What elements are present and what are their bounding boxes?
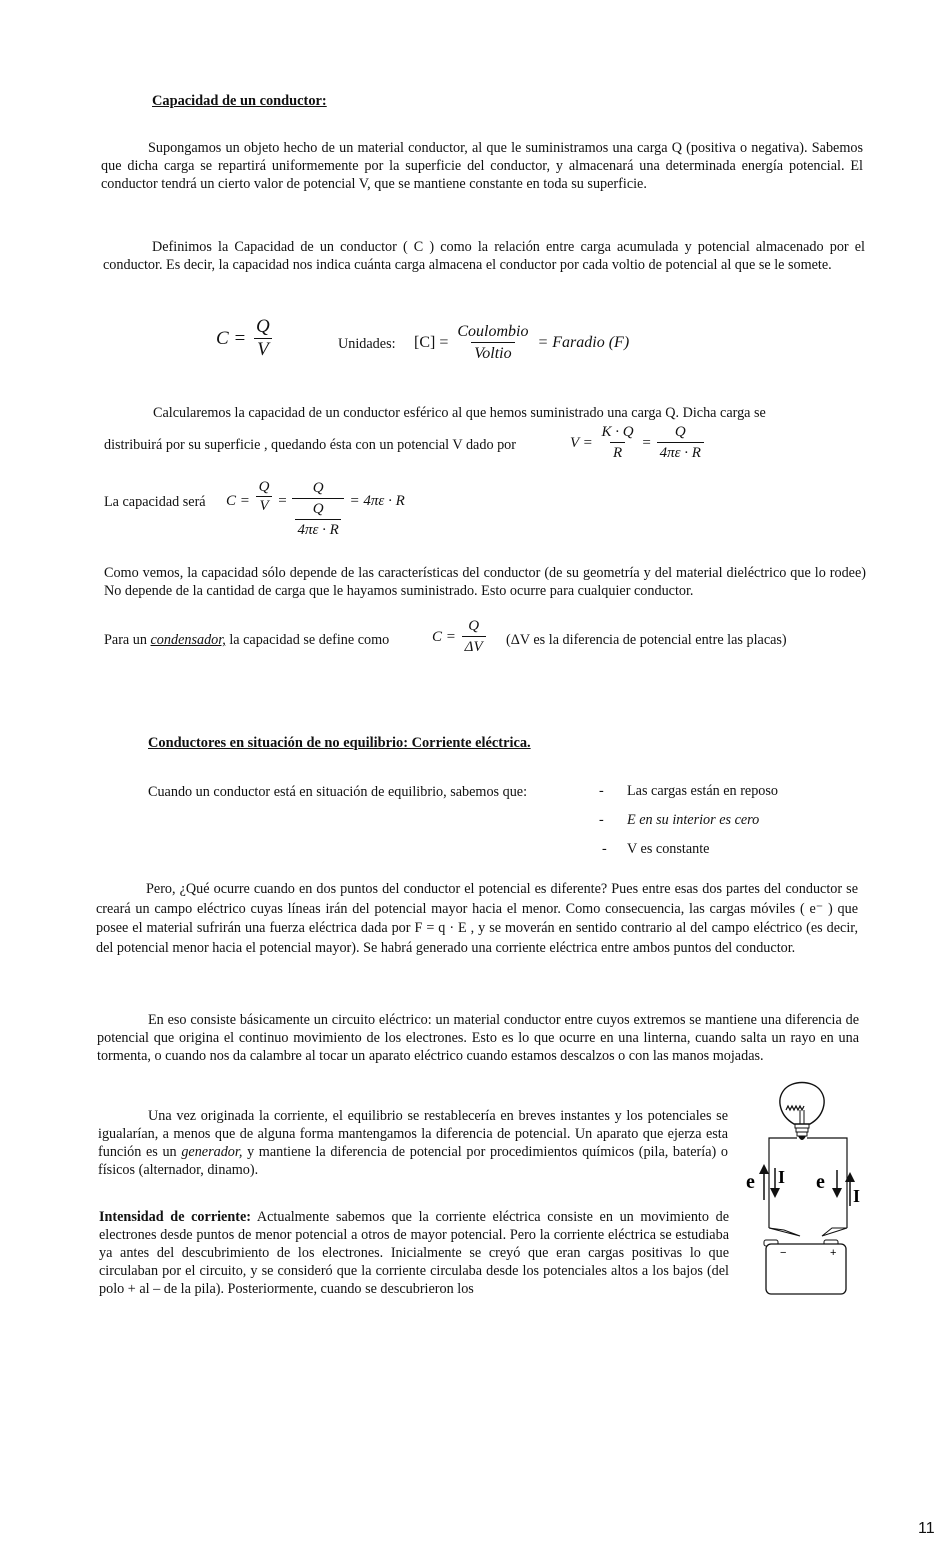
cap-v: V — [256, 496, 271, 515]
formula-capacity-sphere — [226, 478, 405, 540]
potential-eq: = — [642, 434, 651, 451]
bullet-list — [599, 782, 778, 869]
capacity-label: La capacidad será — [104, 494, 206, 510]
cond-q: Q — [468, 618, 480, 634]
clip-right — [822, 1228, 847, 1236]
wire-right — [807, 1138, 847, 1228]
units-denominator: Voltio — [471, 342, 514, 364]
condenser-post: la capacidad se define como — [229, 632, 390, 648]
label-electron-right: e — [816, 1171, 825, 1193]
units-formula — [414, 321, 629, 364]
paragraph-geometry: Como vemos, la capacidad sólo depende de las características del conductor (de su geometría y del material dieléctrico que lo rodee) No depende de la cantidad de carga que le hayamos suministrado. Esto ocurre para cualquier conductor. — [104, 565, 866, 599]
formula-potential — [570, 422, 706, 463]
intensity-heading: Intensidad de corriente: — [99, 1209, 251, 1225]
paragraph-definition: Definimos la Capacidad de un conductor ( C ) como la relación entre carga acumulada y potencial almacenado por el conductor. Es decir, la capacidad nos indica cuánta carga almacena el conductor por cada voltio de potencial al que se le somete. — [103, 239, 865, 273]
page-number: 11 — [918, 1520, 935, 1537]
units-c: [C] = — [414, 333, 449, 351]
electron-arrow-down-right — [832, 1170, 842, 1198]
formula-c-label: C = — [216, 327, 247, 349]
cap-top: Q — [312, 480, 324, 496]
paragraph-sphere-b: distribuirá por su superficie , quedando ésta con un potencial V dado por — [104, 437, 516, 453]
units-label: Unidades: — [338, 336, 396, 352]
cap-c: C = — [226, 493, 250, 509]
cap-result: = 4πε · R — [349, 493, 405, 509]
cond-dv: ΔV — [462, 636, 486, 657]
cap-q: Q — [258, 479, 270, 495]
battery-minus: − — [780, 1247, 787, 1259]
generator-term: generador, — [181, 1144, 243, 1160]
potential-num2: Q — [674, 424, 686, 440]
formula-condenser — [432, 616, 488, 657]
list-item: - Las cargas están en reposo — [599, 783, 779, 799]
electron-arrow-up-left — [759, 1164, 769, 1200]
battery-plus: + — [830, 1247, 837, 1259]
list-item: - E en su interior es cero — [599, 812, 760, 828]
paragraph-sphere-a: Calcularemos la capacidad de un conductor esférico al que hemos suministrado una carga Q. Dicha carga se — [153, 405, 766, 421]
condenser-pre: Para un — [104, 632, 147, 648]
paragraph-intensity: Intensidad de corriente: Actualmente sabemos que la corriente eléctrica consiste en un movimiento de electrones desde puntos de menor potencial a otros de mayor potencial. Pero la corriente eléctrica se estudiaba ya antes del descubrimiento de los electrones. Inicialmente se creyó que eran cargas positivas lo que circulaban por el circuito, y se consideró que la corriente circulaba desde los potenciales altos a los bajos (del polo + al – de la pila). Posteriormente, cuando se descubrieron los — [99, 1209, 729, 1297]
potential-num1: K · Q — [601, 424, 634, 440]
cap-mid: Q — [312, 501, 324, 517]
label-current-right: I — [853, 1186, 861, 1206]
list-item: - V es constante — [602, 841, 710, 857]
potential-v: V = — [570, 434, 593, 451]
potential-den1: R — [610, 442, 625, 463]
paragraph-nonequilibrium: Pero, ¿Qué ocurre cuando en dos puntos del conductor el potencial es diferente? Pues entre esas dos partes del conductor se creará un campo eléctrico cuyas líneas irán del potencial mayor hacia el menor. Como consecuencia, las cargas móviles ( e⁻ ) que posee el material sufrirán una fuerza eléctrica dada por F = q · E , y se moverán en sentido contrario al del campo eléctrico (es decir, del potencial menor hacia el potencial mayor). Se habrá generado una corriente eléctrica entre ambos puntos del conductor. — [96, 881, 858, 956]
units-numerator: Coulombio — [457, 323, 529, 340]
circuit-diagram — [740, 1078, 870, 1300]
potential-den2: 4πε · R — [657, 442, 704, 463]
condenser-line — [104, 631, 389, 649]
cond-c: C = — [432, 628, 456, 645]
label-electron-left: e — [746, 1171, 755, 1193]
paragraph-generator: Una vez originada la corriente, el equilibrio se restablecería en breves instantes y los potenciales se igualarían, a menos que de alguna forma mantengamos la diferencia de potencial. Un aparato que ejerza esta función es un generador, y mantiene la diferencia de potencial por procedimientos químicos (pila, batería) o físicos (alternador, dinamo). — [98, 1108, 728, 1178]
section-title-corriente: Conductores en situación de no equilibrio: Corriente eléctrica. — [148, 735, 531, 751]
condenser-note: (ΔV es la diferencia de potencial entre las placas) — [506, 632, 787, 648]
formula-denominator: V — [254, 338, 272, 361]
formula-numerator: Q — [256, 316, 270, 337]
light-bulb-icon — [780, 1083, 824, 1141]
section-title-capacidad: Capacidad de un conductor: — [152, 93, 327, 109]
units-result: = Faradio (F) — [537, 333, 630, 351]
formula-capacity — [216, 316, 275, 361]
condenser-link[interactable]: condensador, — [150, 632, 226, 648]
cap-bot: 4πε · R — [295, 519, 340, 540]
cap-eq: = — [278, 493, 287, 509]
equilibrium-intro: Cuando un conductor está en situación de equilibrio, sabemos que: — [148, 784, 528, 800]
paragraph-circuit: En eso consiste básicamente un circuito eléctrico: un material conductor entre cuyos extremos se mantiene una diferencia de potencial que origina el continuo movimiento de los electrones. Esto es lo que ocurre en una linterna, cuando salta un rayo en una tormenta, o cuando nos da calambre al tocar un aparato eléctrico cuando estamos descalzos o con las manos mojadas. — [97, 1012, 859, 1064]
label-current-left: I — [778, 1167, 786, 1187]
clip-left — [769, 1228, 800, 1236]
paragraph-intro: Supongamos un objeto hecho de un material conductor, al que le suministramos una carga Q (positiva o negativa). Sabemos que dicha carga se repartirá uniformemente por la superficie del conductor, y almacenará una determinada energía potencial. El conductor tendrá un cierto valor de potencial V, que se mantiene constante en toda su superficie. — [101, 140, 863, 192]
